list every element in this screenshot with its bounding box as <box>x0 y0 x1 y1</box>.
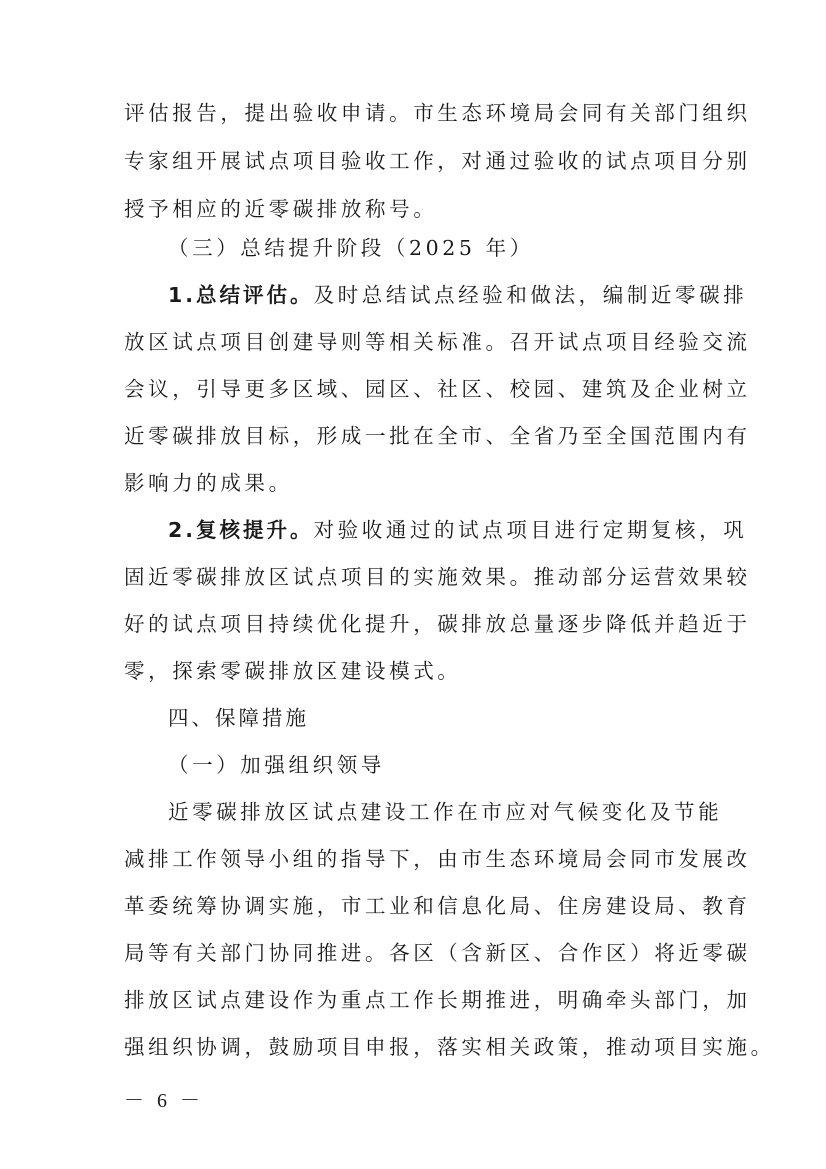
item-text: 对验收通过的试点项目进行定期复核，巩 <box>313 518 748 542</box>
item-title: 2.复核提升。 <box>168 518 314 542</box>
paragraph-line: 好的试点项目持续优化提升，碳排放总量逐步降低并趋近于 <box>124 612 751 636</box>
paragraph-line: 放区试点项目创建导则等相关标准。召开试点项目经验交流 <box>124 330 751 354</box>
paragraph-line: 革委统筹协调实施，市工业和信息化局、住房建设局、教育 <box>124 894 751 918</box>
paragraph-line: 专家组开展试点项目验收工作，对通过验收的试点项目分别 <box>124 149 751 173</box>
paragraph-line: 会议，引导更多区域、园区、社区、校园、建筑及企业树立 <box>124 377 751 401</box>
paragraph-line: 影响力的成果。 <box>124 471 293 495</box>
section-heading-4: 四、保障措施 <box>168 706 309 730</box>
subsection-heading: （一）加强组织领导 <box>168 753 385 777</box>
paragraph-line: 排放区试点建设作为重点工作长期推进，明确牵头部门，加 <box>124 988 751 1012</box>
paragraph-line <box>168 515 747 545</box>
paragraph-line <box>168 280 747 310</box>
item-title: 1.总结评估。 <box>168 283 314 307</box>
paragraph-line: 局等有关部门协同推进。各区（含新区、合作区）将近零碳 <box>124 941 751 965</box>
paragraph-line: 零，探索零碳排放区建设模式。 <box>124 659 462 683</box>
paragraph-line: 固近零碳排放区试点项目的实施效果。推动部分运营效果较 <box>124 565 751 589</box>
paragraph-line: 近零碳排放目标，形成一批在全市、全省乃至全国范围内有 <box>124 424 751 448</box>
page-number: － 6 － <box>124 1090 204 1112</box>
paragraph-line: 强组织协调，鼓励项目申报，落实相关政策，推动项目实施。 <box>124 1035 775 1059</box>
paragraph-line: 减排工作领导小组的指导下，由市生态环境局会同市发展改 <box>124 847 751 871</box>
section-heading-3: （三）总结提升阶段（2025 年） <box>168 236 534 260</box>
item-text: 及时总结试点经验和做法，编制近零碳排 <box>313 283 748 307</box>
paragraph-line: 评估报告，提出验收申请。市生态环境局会同有关部门组织 <box>124 101 751 125</box>
paragraph-line: 授予相应的近零碳排放称号。 <box>124 197 438 221</box>
paragraph-line: 近零碳排放区试点建设工作在市应对气候变化及节能 <box>168 800 723 824</box>
